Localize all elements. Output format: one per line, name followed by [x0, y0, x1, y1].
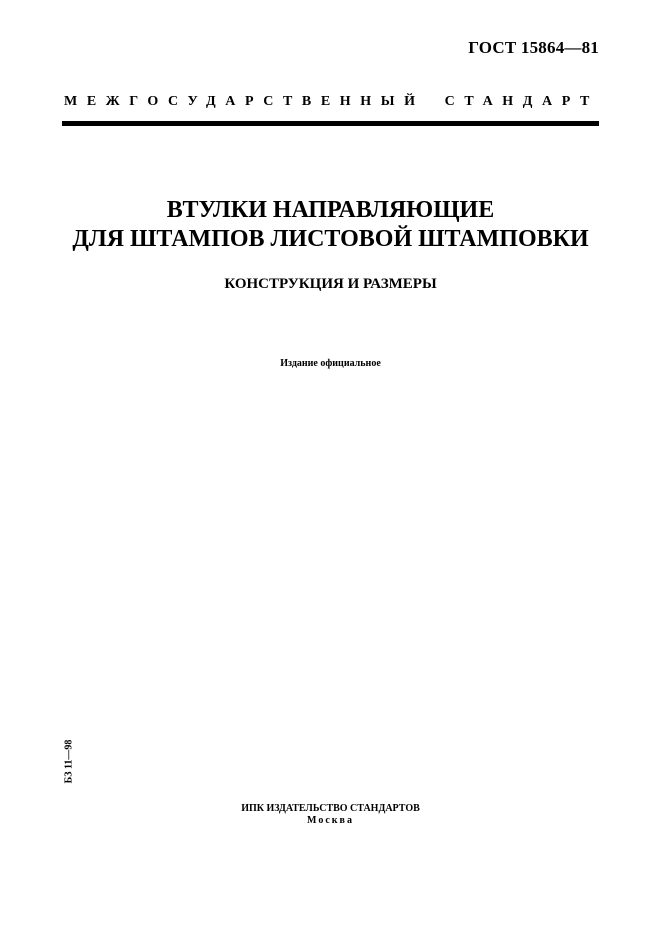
standard-category	[64, 94, 599, 110]
side-note-text: БЗ 11—98	[63, 739, 75, 783]
publisher-city: Москва	[307, 815, 354, 826]
title-line-1: ВТУЛКИ НАПРАВЛЯЮЩИЕ	[166, 197, 495, 223]
title-line-2: ДЛЯ ШТАМПОВ ЛИСТОВОЙ ШТАМПОВКИ	[72, 226, 589, 252]
header-rule	[62, 121, 599, 126]
document-title	[0, 196, 661, 254]
edition-note: Издание официальное	[280, 358, 381, 369]
category-word-standard: СТАНДАРТ	[444, 94, 599, 109]
standard-code: ГОСТ 15864—81	[468, 38, 599, 57]
side-note	[56, 736, 82, 786]
category-word-interstate: МЕЖГОСУДАРСТВЕННЫЙ	[64, 94, 425, 109]
publisher: ИПК ИЗДАТЕЛЬСТВО СТАНДАРТОВ	[241, 803, 420, 814]
document-subtitle: КОНСТРУКЦИЯ И РАЗМЕРЫ	[224, 276, 437, 292]
